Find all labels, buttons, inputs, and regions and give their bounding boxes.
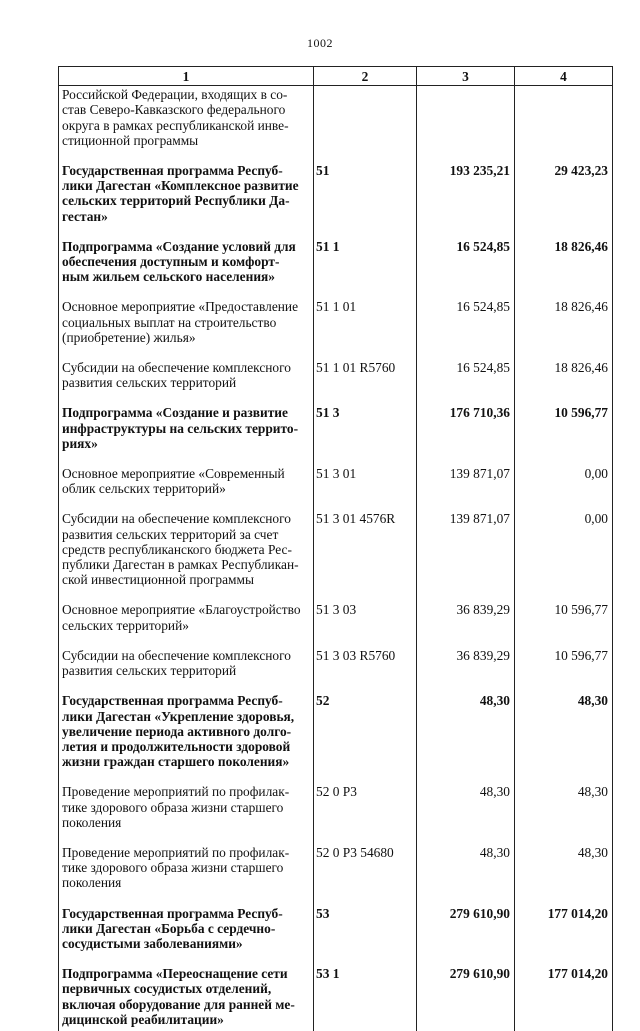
table-row <box>59 783 613 844</box>
row-value-1: 36 839,29 <box>417 647 515 692</box>
row-code: 51 3 01 4576R <box>314 510 417 601</box>
row-value-1: 16 524,85 <box>417 238 515 299</box>
row-code: 51 3 03 R5760 <box>314 647 417 692</box>
row-code: 52 0 P3 <box>314 783 417 844</box>
row-value-2: 177 014,20 <box>515 965 613 1031</box>
table-row <box>59 510 613 601</box>
table-row <box>59 692 613 783</box>
table-body <box>59 86 613 1031</box>
row-value-1: 139 871,07 <box>417 510 515 601</box>
row-code: 53 1 <box>314 965 417 1031</box>
table-row <box>59 965 613 1031</box>
header-row <box>59 67 613 86</box>
table-row <box>59 465 613 510</box>
row-code: 51 3 03 <box>314 601 417 646</box>
row-value-1: 48,30 <box>417 692 515 783</box>
row-value-1 <box>417 86 515 162</box>
row-name: Подпрограмма «Переоснащение сети первичных сосудистых отделений, включая оборудование для ранней ме- дицинской реабилитации» <box>59 965 314 1031</box>
row-value-1: 36 839,29 <box>417 601 515 646</box>
table-row <box>59 601 613 646</box>
column-header-3: 3 <box>417 67 515 86</box>
row-code: 51 <box>314 162 417 238</box>
row-value-2 <box>515 86 613 162</box>
row-value-1: 16 524,85 <box>417 359 515 404</box>
column-header-4: 4 <box>515 67 613 86</box>
row-name: Основное мероприятие «Благоустройство сельских территорий» <box>59 601 314 646</box>
row-value-1: 48,30 <box>417 783 515 844</box>
row-name: Подпрограмма «Создание и развитие инфраструктуры на сельских террито- риях» <box>59 404 314 465</box>
row-value-1: 279 610,90 <box>417 965 515 1031</box>
row-value-2: 10 596,77 <box>515 647 613 692</box>
row-name: Государственная программа Респуб- лики Дагестан «Борьба с сердечно- сосудистыми заболеваниями» <box>59 905 314 966</box>
row-value-1: 176 710,36 <box>417 404 515 465</box>
row-name: Государственная программа Респуб- лики Дагестан «Укрепление здоровья, увеличение периода активного долго- летия и продолжительности здоровой жизни граждан старшего поколения» <box>59 692 314 783</box>
table-header <box>59 67 613 86</box>
row-code: 52 0 P3 54680 <box>314 844 417 905</box>
row-code: 51 3 01 <box>314 465 417 510</box>
row-name: Государственная программа Респуб- лики Дагестан «Комплексное развитие сельских территорий Республики Да- гестан» <box>59 162 314 238</box>
row-name: Проведение мероприятий по профилак- тике здорового образа жизни старшего поколения <box>59 783 314 844</box>
table-row <box>59 404 613 465</box>
row-code: 51 1 01 R5760 <box>314 359 417 404</box>
row-value-1: 279 610,90 <box>417 905 515 966</box>
row-code: 51 1 01 <box>314 298 417 359</box>
table-row <box>59 359 613 404</box>
row-name: Субсидии на обеспечение комплексного развития сельских территорий <box>59 647 314 692</box>
table-row <box>59 844 613 905</box>
row-name: Проведение мероприятий по профилак- тике здорового образа жизни старшего поколения <box>59 844 314 905</box>
budget-table <box>58 66 613 1031</box>
column-header-2: 2 <box>314 67 417 86</box>
row-value-2: 48,30 <box>515 692 613 783</box>
page-number: 1002 <box>307 36 333 50</box>
row-value-2: 48,30 <box>515 783 613 844</box>
row-value-2: 29 423,23 <box>515 162 613 238</box>
row-code <box>314 86 417 162</box>
row-code: 53 <box>314 905 417 966</box>
row-name: Основное мероприятие «Современный облик сельских территорий» <box>59 465 314 510</box>
table-row <box>59 298 613 359</box>
row-value-1: 16 524,85 <box>417 298 515 359</box>
row-value-1: 139 871,07 <box>417 465 515 510</box>
row-value-2: 18 826,46 <box>515 298 613 359</box>
row-value-2: 10 596,77 <box>515 601 613 646</box>
row-code: 51 1 <box>314 238 417 299</box>
row-value-2: 18 826,46 <box>515 359 613 404</box>
row-value-2: 0,00 <box>515 510 613 601</box>
table-row <box>59 238 613 299</box>
row-name: Российской Федерации, входящих в со- став Северо-Кавказского федерального округа в рамках республиканской инве- стиционной программы <box>59 86 314 162</box>
row-value-2: 48,30 <box>515 844 613 905</box>
row-value-1: 193 235,21 <box>417 162 515 238</box>
column-header-1: 1 <box>59 67 314 86</box>
row-name: Основное мероприятие «Предоставление социальных выплат на строительство (приобретение) жилья» <box>59 298 314 359</box>
row-value-2: 177 014,20 <box>515 905 613 966</box>
row-name: Субсидии на обеспечение комплексного развития сельских территорий <box>59 359 314 404</box>
table-row <box>59 905 613 966</box>
row-value-2: 18 826,46 <box>515 238 613 299</box>
row-name: Субсидии на обеспечение комплексного развития сельских территорий за счет средств республиканского бюджета Рес- публики Дагестан в рамках Республикан- ской инвестиционной программы <box>59 510 314 601</box>
row-value-2: 0,00 <box>515 465 613 510</box>
table-row <box>59 162 613 238</box>
table-row <box>59 647 613 692</box>
table-row <box>59 86 613 162</box>
row-code: 52 <box>314 692 417 783</box>
row-value-1: 48,30 <box>417 844 515 905</box>
row-code: 51 3 <box>314 404 417 465</box>
row-value-2: 10 596,77 <box>515 404 613 465</box>
row-name: Подпрограмма «Создание условий для обеспечения доступным и комфорт- ным жильем сельского населения» <box>59 238 314 299</box>
